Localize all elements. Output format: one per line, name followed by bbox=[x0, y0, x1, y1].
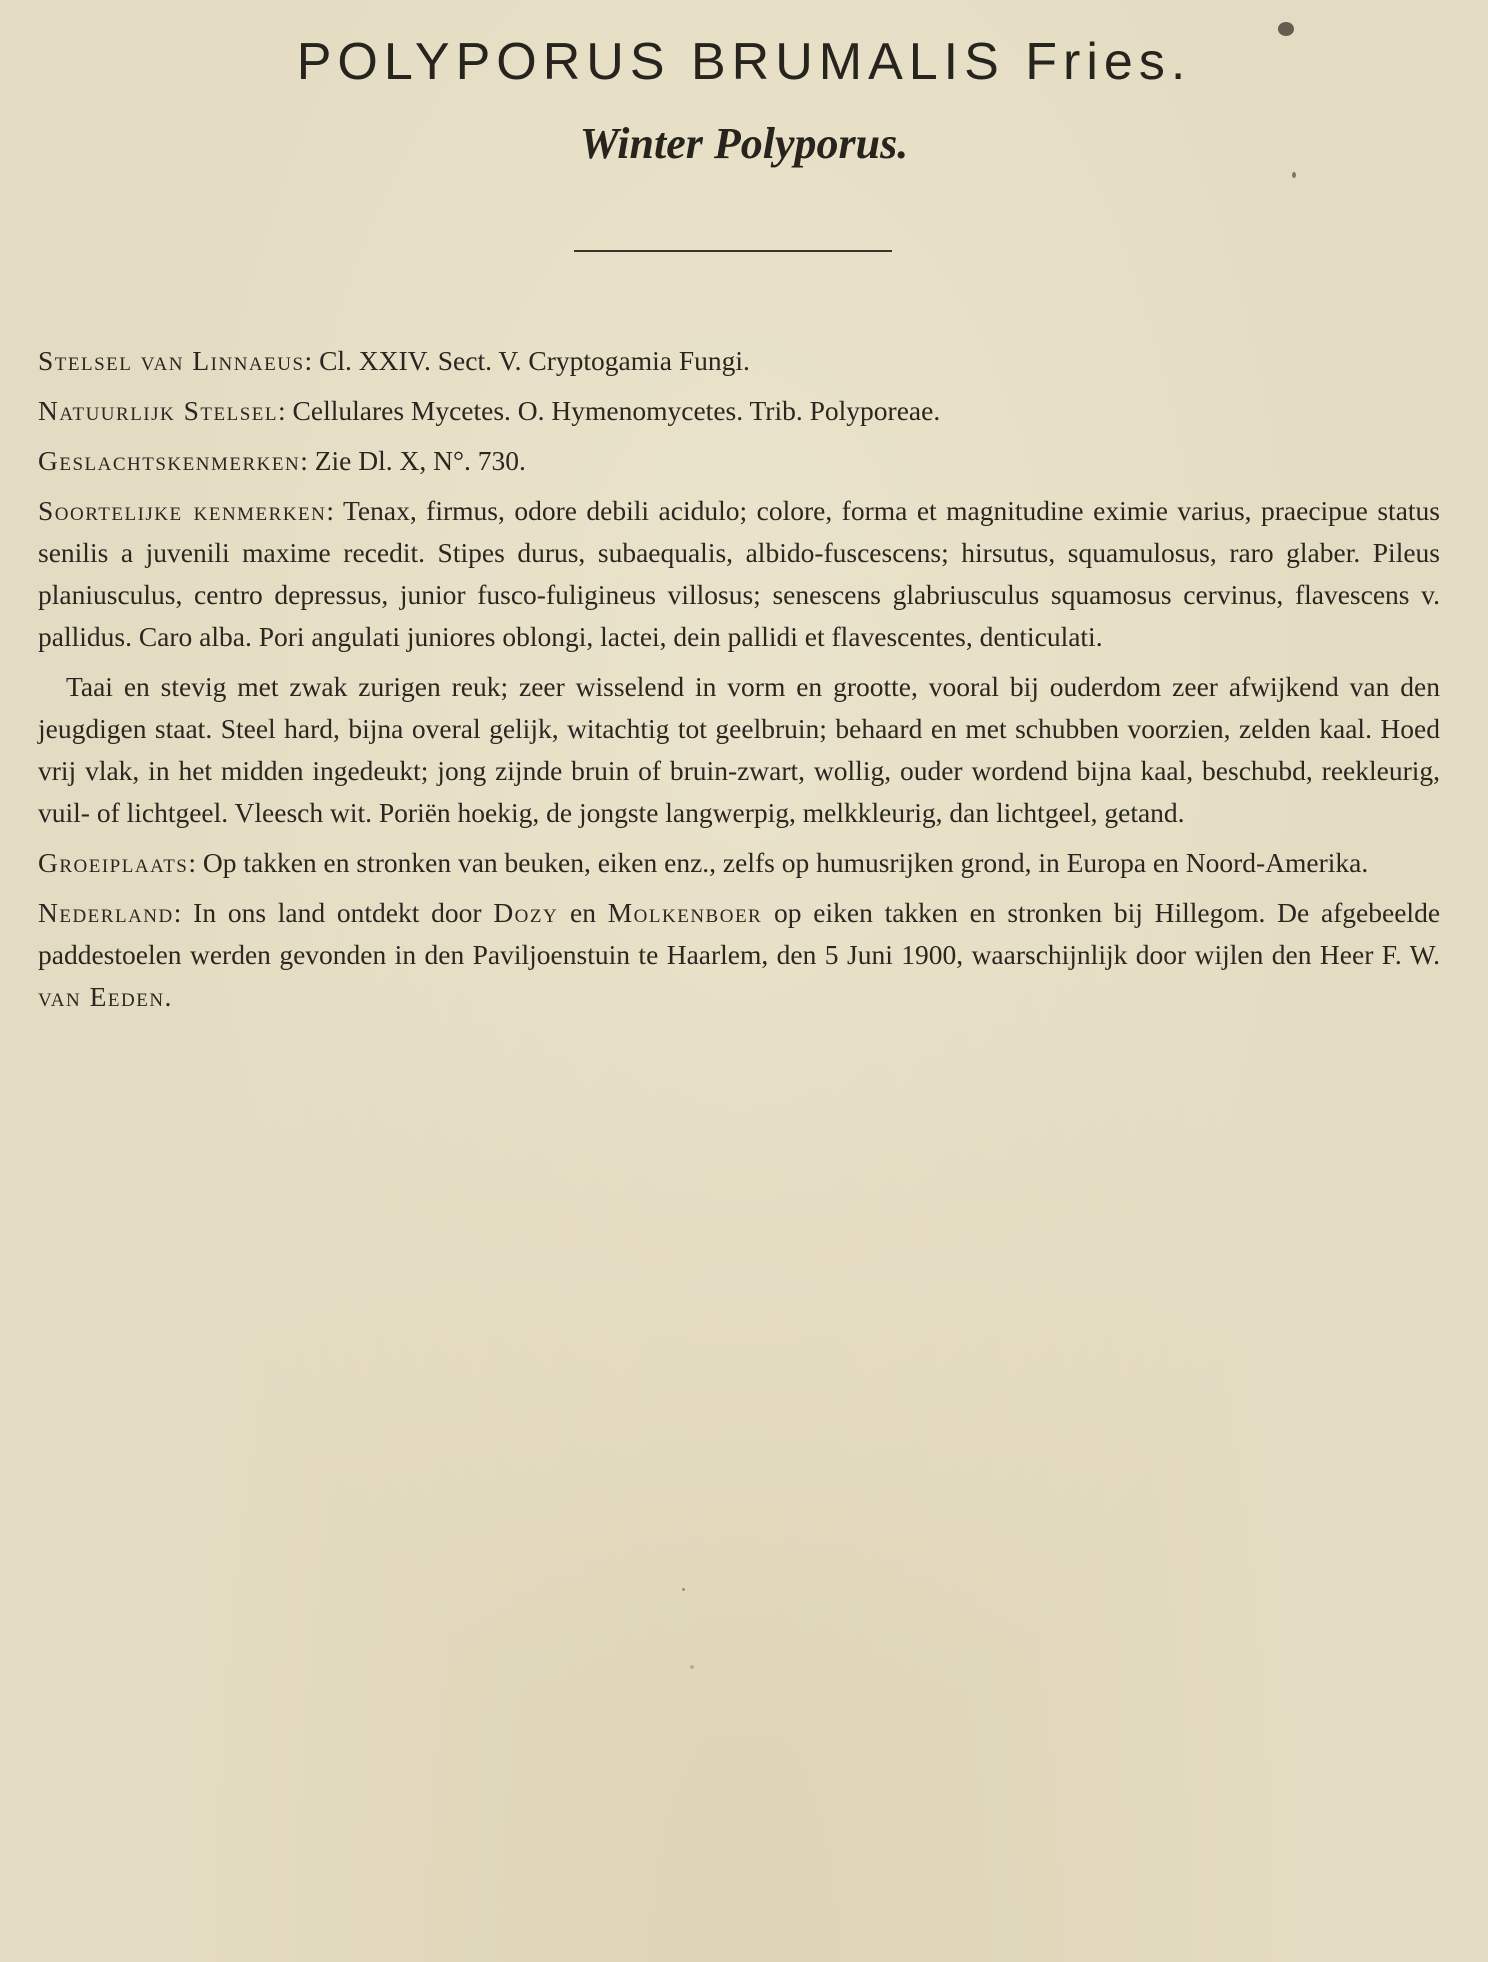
section-natural-system: Natuurlijk Stelsel: Cellulares Mycetes. O. Hymenomycetes. Trib. Polyporeae. bbox=[38, 395, 941, 426]
section-habitat: Groeiplaats: Op takken en stronken van beuken, eiken enz., zelfs op humusrijken grond, in Europa en Noord-Amerika. bbox=[38, 847, 1369, 878]
person-name: Dozy bbox=[493, 897, 559, 928]
paper-speck bbox=[1278, 22, 1294, 36]
section-text: Zie Dl. X, N°. 730. bbox=[314, 445, 526, 476]
section-text: Cellulares Mycetes. O. Hymenomycetes. Trib. Polyporeae. bbox=[292, 395, 941, 426]
section-netherlands: Nederland: In ons land ontdekt door Dozy en Molkenboer op eiken takken en stronken bij Hillegom. De afgebeelde paddestoelen werden gevonden in den Paviljoenstuin te Haarlem, den 5 Juni 1900, waarschijnlijk door wijlen den Heer F. W. van Eeden. bbox=[38, 897, 1441, 1012]
section-label: Groeiplaats bbox=[38, 847, 189, 878]
paper-speck bbox=[682, 1588, 685, 1591]
section-text: Op takken en stronken van beuken, eiken enz., zelfs op humusrijken grond, in Europa en Noord-Amerika. bbox=[202, 847, 1369, 878]
section-species-characters-dutch bbox=[38, 666, 1440, 834]
section-label: Stelsel van Linnaeus bbox=[38, 345, 305, 376]
title-divider bbox=[574, 250, 892, 252]
section-linnaeus: Stelsel van Linnaeus: Cl. XXIV. Sect. V. Cryptogamia Fungi. bbox=[38, 345, 750, 376]
section-genus-characters: Geslachtskenmerken: Zie Dl. X, N°. 730. bbox=[38, 445, 526, 476]
section-label: Geslachtskenmerken bbox=[38, 445, 301, 476]
section-label: Nederland bbox=[38, 897, 174, 928]
paper-speck bbox=[1292, 172, 1296, 178]
page-title: POLYPORUS BRUMALIS Fries. bbox=[296, 33, 1192, 91]
section-label: Natuurlijk Stelsel bbox=[38, 395, 279, 426]
paper-speck bbox=[690, 1665, 694, 1669]
section-text: Cl. XXIV. Sect. V. Cryptogamia Fungi. bbox=[319, 345, 750, 376]
person-name: van Eeden. bbox=[38, 981, 173, 1012]
person-name: Molkenboer bbox=[607, 897, 763, 928]
description-body bbox=[38, 340, 1440, 1026]
section-text: Taai en stevig met zwak zurigen reuk; zeer wisselend in vorm en grootte, vooral bij ouderdom zeer afwijkend van den jeugdigen staat. Steel hard, bijna overal gelijk, witachtig tot geelbruin; behaard en met schubben voorzien, zelden kaal. Hoed vrij vlak, in het midden ingedeukt; jong zijnde bruin of bruin-zwart, wollig, ouder wordend bijna kaal, beschubd, reekleurig, vuil- of lichtgeel. Vleesch wit. Poriën hoekig, de jongste langwerpig, melkkleurig, dan lichtgeel, getand. bbox=[38, 671, 1440, 828]
section-species-characters-latin: Soortelijke kenmerken: Tenax, firmus, odore debili acidulo; colore, forma et magnitudine eximie varius, praecipue status senilis a juvenili maxime recedit. Stipes durus, subaequalis, albido-fuscescens; hirsutus, squamulosus, raro glaber. Pileus planiusculus, centro depressus, junior fusco-fuligineus villosus; senescens glabriusculus squamosus cervinus, flavescens v. pallidus. Caro alba. Pori angulati juniores oblongi, lactei, dein pallidi et flavescentes, denticulati. bbox=[38, 495, 1440, 652]
page-subtitle: Winter Polyporus. bbox=[579, 119, 909, 168]
section-text: Tenax, firmus, odore debili acidulo; colore, forma et magnitudine eximie varius, praecipue status senilis a juvenili maxime recedit. Stipes durus, subaequalis, albido-fuscescens; hirsutus, squamulosus, raro glaber. Pileus planiusculus, centro depressus, junior fusco-fuligineus villosus; senescens glabriusculus squamosus cervinus, flavescens v. pallidus. Caro alba. Pori angulati juniores oblongi, lactei, dein pallidi et flavescentes, denticulati. bbox=[38, 495, 1440, 652]
section-label: Soortelijke kenmerken bbox=[38, 495, 327, 526]
